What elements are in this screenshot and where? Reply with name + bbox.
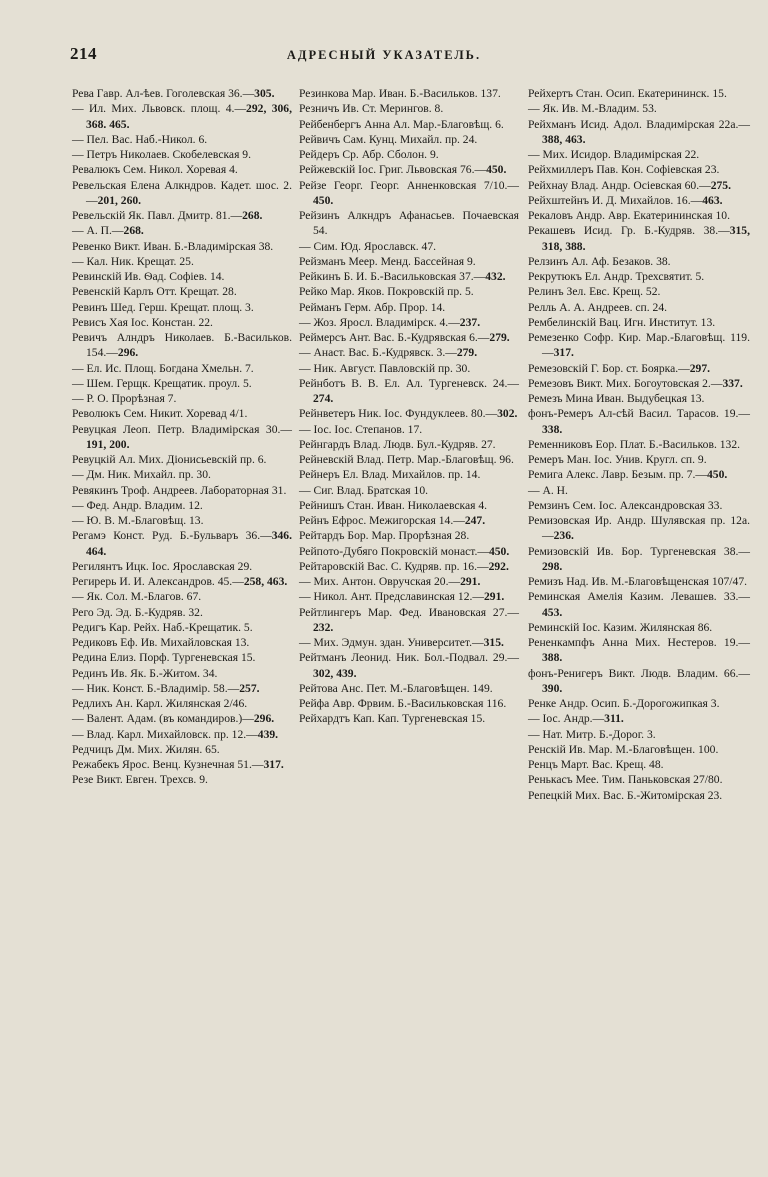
page-number: 214 [70,44,97,63]
directory-entry: Ренцъ Март. Вас. Крещ. 48. [528,758,664,771]
directory-entry: Ревенко Викт. Иван. Б.-Владимірская 38. [72,239,274,253]
directory-entry: Рейдеръ Ср. Абр. Сболон. 9. [299,148,439,161]
directory-entry: Ремеръ Ман. Іос. Унив. Кругл. сп. 9. [528,453,707,466]
directory-entry: Ревинскій Ив. Ѳад. Софіев. 14. [72,270,225,283]
directory-entry: Ремезенко Софр. Кир. Мар.-Благовѣщ. 119.—317. [528,331,750,360]
directory-entry: Рейневскій Влад. Петр. Мар.-Благовѣщ. 96. [299,453,514,466]
directory-entry: — Фед. Андр. Владим. 12. [72,498,203,512]
directory-entry: — Нат. Митр. Б.-Дорог. 3. [528,727,656,741]
directory-entry: Рейфа Авр. Фрвим. Б.-Васильковская 116. [299,697,507,710]
directory-entry: Рекрутюкъ Ел. Андр. Трехсвятит. 5. [528,270,705,283]
directory-entry: — Р. О. Прорѣзная 7. [72,392,177,405]
directory-entry: Рейтманъ Леонид. Ник. Бол.-Подвал. 29.—302, 439. [299,651,519,680]
directory-entry: Регирерь И. И. Александров. 45.—258, 463. [72,575,288,588]
directory-entry: Ремезъ Мина Иван. Выдубецкая 13. [528,392,705,405]
directory-entry: — Мих. Эдмун. здан. Университет.—315. [299,636,504,649]
directory-entry: Рего Эд. Эд. Б.-Кудряв. 32. [72,605,203,619]
directory-entry: Резничъ Ив. Ст. Мерингов. 8. [299,102,444,116]
directory-entry: Ременниковъ Еор. Плат. Б.-Васильков. 132. [528,437,741,451]
directory-entry: Реминская Амелія Казим. Левашев. 33.—453. [528,590,750,619]
directory-entry: Рединъ Ив. Як. Б.-Житом. 34. [72,666,218,680]
directory-entry: Рейпото-Дубяго Покровскій монаст.—450. [299,544,510,558]
directory-entry: Ренскій Ив. Мар. М.-Благовѣщен. 100. [528,742,719,756]
directory-entry: Ремезовскій Г. Бор. ст. Боярка.—297. [528,361,711,375]
directory-entry: Редиковъ Еф. Ив. Михайловская 13. [72,636,250,649]
directory-entry: Рейбенбергъ Анна Ал. Мар.-Благовѣщ. 6. [299,117,504,131]
directory-entry: Рейхштейнъ И. Д. Михайлов. 16.—463. [528,193,723,207]
directory-entry: Рененкампфъ Анна Мих. Нестеров. 19.—388. [528,636,750,665]
directory-entry: Рейнботъ В. В. Ел. Ал. Тургеневск. 24.—274. [299,376,519,405]
directory-entry: Регилянтъ Ицк. Іос. Ярославская 29. [72,559,253,573]
directory-entry: — Як. Сол. М.-Благов. 67. [72,590,202,604]
directory-entry: Рейнишъ Стан. Иван. Николаевская 4. [299,498,488,512]
directory-entry: Рейхманъ Исид. Адол. Владимірская 22а.—388, 463. [528,117,750,146]
directory-entry: Революкъ Сем. Никит. Хоревад 4/1. [72,407,248,421]
directory-entry: Рейхертъ Стан. Осип. Екатерининск. 15. [528,87,727,100]
directory-entry: Ренькасъ Мее. Тим. Паньковская 27/80. [528,773,723,787]
directory-entry: Рейхнау Влад. Андр. Осіевская 60.—275. [528,178,731,192]
directory-entry: Релль А. А. Андреев. сп. 24. [528,300,668,314]
directory-entry: Реймерсъ Ант. Вас. Б.-Кудрявская 6.—279. [299,331,510,344]
directory-entry: Рейнгардъ Влад. Людв. Бул.-Кудряв. 27. [299,437,496,451]
directory-entry: Ремизъ Над. Ив. М.-Благовѣщенская 107/47. [528,575,748,588]
directory-entry: Рейхмиллеръ Пав. Кон. Софіевская 23. [528,163,720,177]
directory-entry: Рекаловъ Андр. Авр. Екатерининская 10. [528,209,731,222]
directory-entry: — Кал. Ник. Крещат. 25. [72,254,194,268]
directory-entry: Ремига Алекс. Лавр. Безым. пр. 7.—450. [528,468,728,482]
directory-entry: Редина Елиз. Порф. Тургеневская 15. [72,651,256,665]
directory-entry: — Никол. Ант. Предславинская 12.—291. [299,590,505,604]
directory-entry: Редигъ Кар. Рейх. Наб.-Крещатик. 5. [72,620,253,634]
directory-entry: — Влад. Карл. Михайловск. пр. 12.—439. [72,727,279,741]
directory-entry: — Ник. Конст. Б.-Владимір. 58.—257. [72,681,260,695]
directory-entry: — Ил. Мих. Львовск. площ. 4.—292, 306, 368. 465. [72,102,292,131]
directory-entry: — Пел. Вас. Наб.-Никол. 6. [72,132,208,146]
directory-entry: Ремзинъ Сем. Іос. Александровская 33. [528,498,723,512]
column-1 [72,86,292,788]
directory-entry: — Дм. Ник. Михайл. пр. 30. [72,468,211,482]
directory-entry: Ремезовъ Викт. Мих. Богоутовская 2.—337. [528,376,743,390]
column-3 [528,86,750,803]
directory-entry: Ревичъ Алндръ Николаев. Б.-Васильков. 154.—296. [72,331,292,360]
directory-entry: — Іос. Іос. Степанов. 17. [299,422,423,436]
directory-entry: Рейнветеръ Ник. Іос. Фундуклеев. 80.—302. [299,407,518,421]
directory-entry: — Жоз. Яросл. Владимірск. 4.—237. [299,315,481,329]
directory-entry: — Сиг. Влад. Братская 10. [299,483,429,497]
directory-entry: — Мих. Исидор. Владимірская 22. [528,148,700,161]
directory-entry: Редлихъ Ан. Карл. Жилянская 2/46. [72,697,248,710]
directory-entry: Рейзманъ Меер. Менд. Бассейная 9. [299,254,476,268]
directory-entry: — Ю. В. М.-Благовѣщ. 13. [72,514,204,527]
directory-entry: Ремизовскій Ив. Бор. Тургеневская 38.—298. [528,544,750,573]
directory-entry: Рейкинъ Б. И. Б.-Васильковская 37.—432. [299,270,506,283]
directory-entry: Режабекъ Ярос. Венц. Кузнечная 51.—317. [72,758,284,771]
directory-entry: Ревенскій Карлъ Отт. Крещат. 28. [72,285,237,299]
directory-entry: Рейтардъ Бор. Мар. Прорѣзная 28. [299,529,470,543]
directory-entry: Ревалюкъ Сем. Никол. Хоревая 4. [72,163,238,177]
directory-entry: Рейжевскій Іос. Григ. Львовская 76.—450. [299,163,507,177]
directory-entry: Ревельскій Як. Павл. Дмитр. 81.—268. [72,209,263,222]
directory-entry: фонъ-Ренигеръ Викт. Людв. Владим. 66.—390. [528,666,750,695]
directory-entry: Ремизовская Ир. Андр. Шулявская пр. 12а.—236. [528,514,750,543]
directory-entry: Ревуцкій Ал. Мих. Діонисьевскій пр. 6. [72,453,267,466]
directory-entry: Рейнъ Ефрос. Межигорская 14.—247. [299,514,486,527]
directory-entry: — Іос. Андр.—311. [528,712,624,726]
directory-entry: Ренке Андр. Осип. Б.-Дорогожипкая 3. [528,697,720,710]
directory-entry: — Сим. Юд. Ярославск. 47. [299,239,437,253]
directory-entry: Ревисъ Хая Іос. Констан. 22. [72,315,213,329]
directory-entry: Регамэ Конст. Руд. Б.-Бульваръ 36.—346. 464. [72,529,292,558]
directory-entry: Редчицъ Дм. Мих. Жилян. 65. [72,742,220,756]
directory-entry: — Ел. Ис. Площ. Богдана Хмельн. 7. [72,361,254,375]
column-2 [299,86,519,727]
directory-entry: Рейманъ Герм. Абр. Прор. 14. [299,300,446,314]
directory-entry: Рева Гавр. Ал-ѣев. Гоголевская 36.—305. [72,87,275,100]
directory-entry: — А. Н. [528,483,568,497]
directory-entry: Рейтаровскій Вас. С. Кудряв. пр. 16.—292. [299,559,509,573]
directory-entry: Рейхардтъ Кап. Кап. Тургеневская 15. [299,712,486,726]
directory-entry: Реминскій Іос. Казим. Жилянская 86. [528,620,713,634]
directory-entry: Ревякинъ Троф. Андреев. Лабораторная 31. [72,483,287,497]
directory-entry: Рейтова Анс. Пет. М.-Благовѣщен. 149. [299,681,493,695]
directory-entry: Рейтлингеръ Мар. Фед. Ивановская 27.—232. [299,605,519,634]
directory-entry: — Петръ Николаев. Скобелевская 9. [72,148,252,161]
directory-entry: Репецкій Мих. Вас. Б.-Житомірская 23. [528,788,723,802]
directory-entry: — Шем. Герщк. Крещатик. проул. 5. [72,376,252,390]
directory-entry: — А. П.—268. [72,224,144,238]
directory-entry: Релзинъ Ал. Аф. Безаков. 38. [528,254,671,268]
directory-entry: Ревуцкая Леоп. Петр. Владимірская 30.—191, 200. [72,422,292,451]
directory-entry: — Валент. Адам. (въ командиров.)—296. [72,712,275,726]
directory-entry: — Як. Ив. М.-Владим. 53. [528,102,657,116]
directory-entry: Рейвичъ Сам. Кунц. Михайл. пр. 24. [299,132,478,146]
directory-entry: — Анаст. Вас. Б.-Кудрявск. 3.—279. [299,346,478,360]
directory-entry: Рейзинъ Алкндръ Афанасьев. Почаевская 54. [299,209,519,238]
directory-entry: фонъ-Ремеръ Ал-сѣй Васил. Тарасов. 19.—338. [528,407,750,436]
directory-entry: Резе Викт. Евген. Трехсв. 9. [72,773,208,787]
directory-entry: Релинъ Зел. Евс. Крещ. 52. [528,285,661,299]
directory-entry: — Мих. Антон. Овручская 20.—291. [299,575,481,588]
directory-entry: Рекашевъ Исид. Гр. Б.-Кудряв. 38.—315, 318, 388. [528,224,750,253]
directory-entry: Ревельская Елена Алкндров. Кадет. шос. 2.—201, 260. [72,178,292,207]
directory-entry: Рейко Мар. Яков. Покровскій пр. 5. [299,285,474,299]
directory-entry: Ревинъ Шед. Герш. Крещат. площ. 3. [72,300,254,314]
directory-entry: Рейзе Георг. Георг. Анненковская 7/10.—450. [299,178,519,207]
directory-entry: Рейнеръ Ел. Влад. Михайлов. пр. 14. [299,468,481,482]
directory-entry: Рембелинскій Вац. Игн. Институт. 13. [528,315,716,329]
directory-entry: — Ник. Август. Павловскій пр. 30. [299,361,471,375]
directory-entry: Резинкова Мар. Иван. Б.-Васильков. 137. [299,87,501,100]
page-title: АДРЕСНЫЙ УКАЗАТЕЛЬ. [286,48,482,62]
